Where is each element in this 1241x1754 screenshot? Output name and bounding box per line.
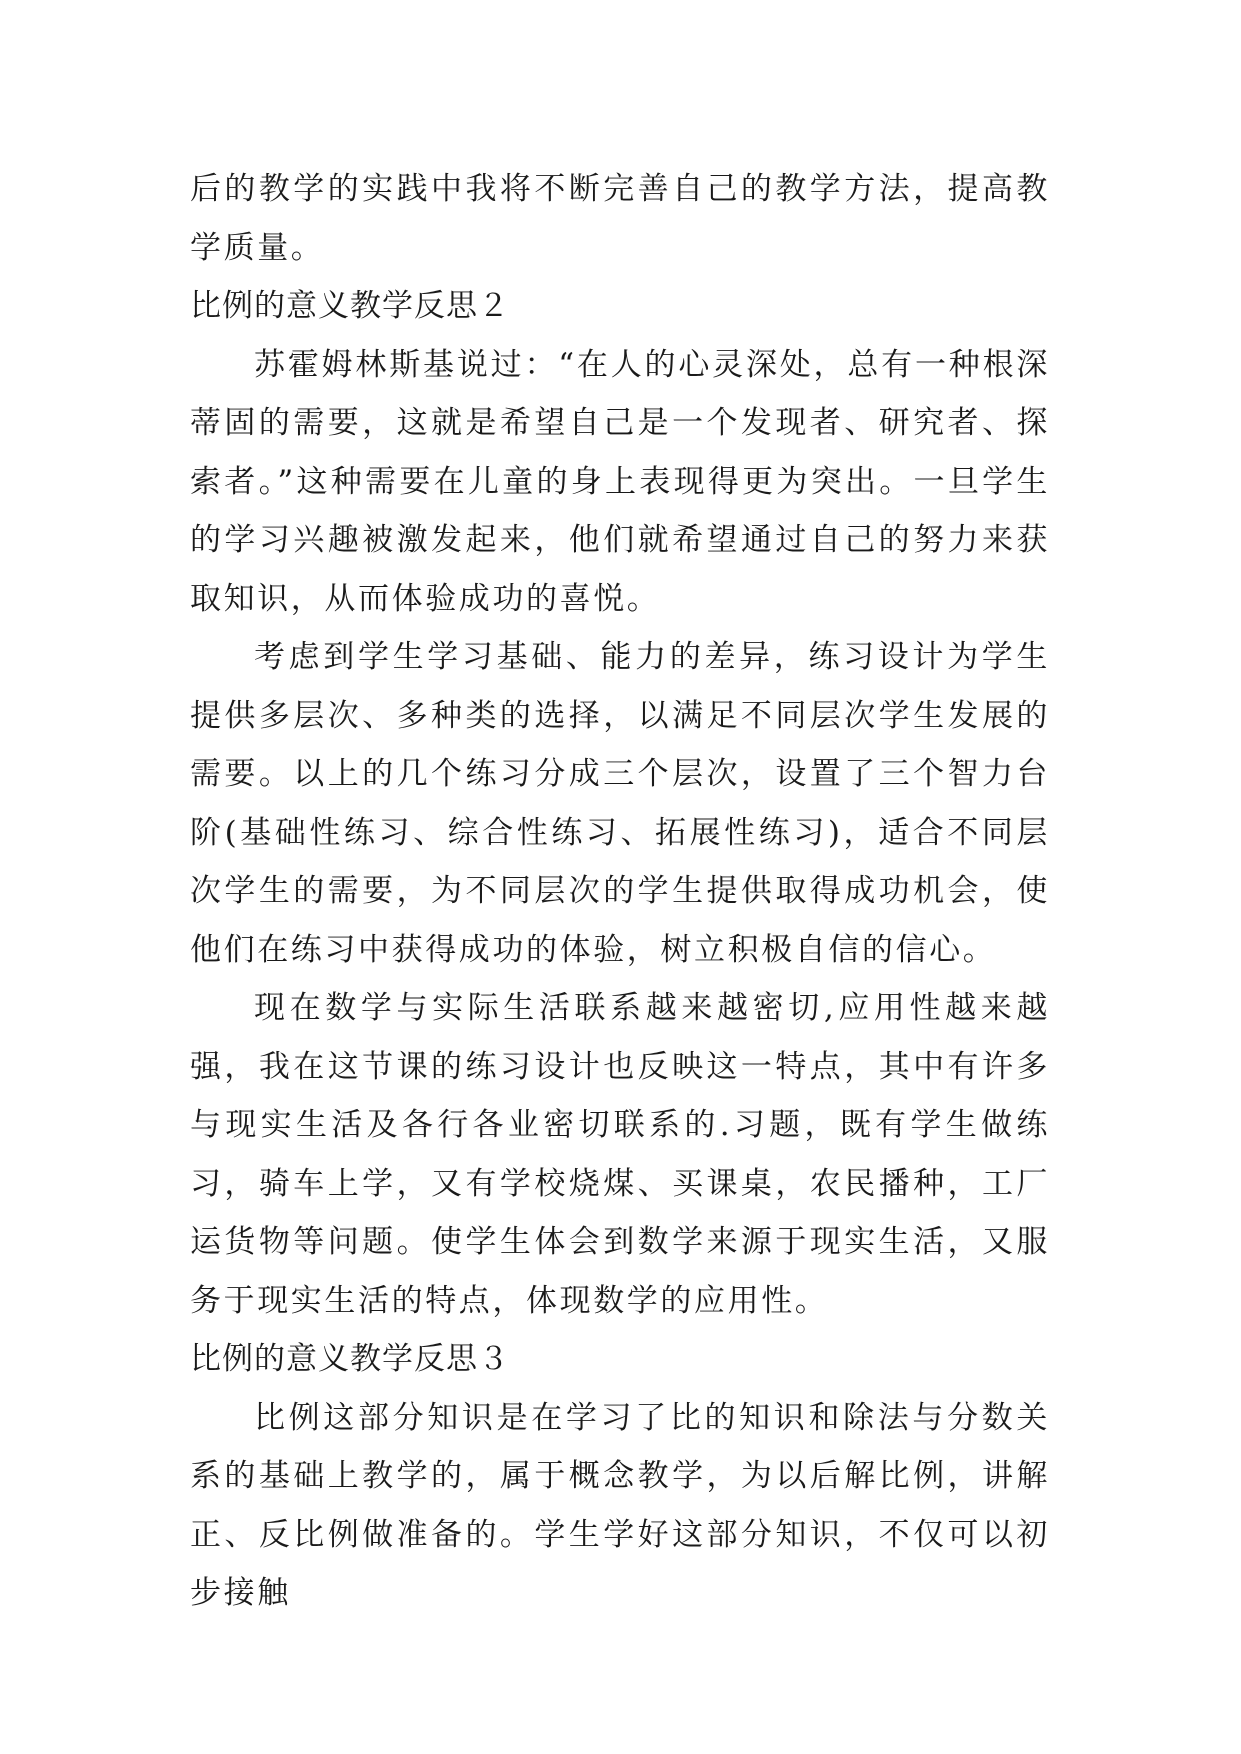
document-body [190,160,1050,1623]
paragraph-real-life: 现在数学与实际生活联系越来越密切,应用性越来越强，我在这节课的练习设计也反映这一特点，其中有许多与现实生活及各行各业密切联系的.习题，既有学生做练习，骑车上学，又有学校烧煤、买课桌，农民播种，工厂运货物等问题。使学生体会到数学来源于现实生活，又服务于现实生活的特点，体现数学的应用性。 [190,990,1050,1319]
paragraph-ratio-knowledge: 比例这部分知识是在学习了比的知识和除法与分数关系的基础上教学的，属于概念教学，为以后解比例，讲解正、反比例做准备的。学生学好这部分知识，不仅可以初步接触 [190,1399,1050,1611]
paragraph-continuation: 后的教学的实践中我将不断完善自己的教学方法，提高教学质量。 [190,171,1050,266]
section-heading-3: 比例的意义教学反思３ [190,1341,510,1377]
paragraph-quote: 苏霍姆林斯基说过：“在人的心灵深处，总有一种根深蒂固的需要，这就是希望自己是一个发现者、研究者、探索者。”这种需要在儿童的身上表现得更为突出。一旦学生的学习兴趣被激发起来，他们就希望通过自己的努力来获取知识，从而体验成功的喜悦。 [190,346,1050,617]
paragraph-exercise-design: 考虑到学生学习基础、能力的差异，练习设计为学生提供多层次、多种类的选择，以满足不同层次学生发展的需要。以上的几个练习分成三个层次，设置了三个智力台阶(基础性练习、综合性练习、拓展性练习)，适合不同层次学生的需要，为不同层次的学生提供取得成功机会，使他们在练习中获得成功的体验，树立积极自信的信心。 [190,639,1050,968]
section-heading-2: 比例的意义教学反思２ [190,288,510,324]
